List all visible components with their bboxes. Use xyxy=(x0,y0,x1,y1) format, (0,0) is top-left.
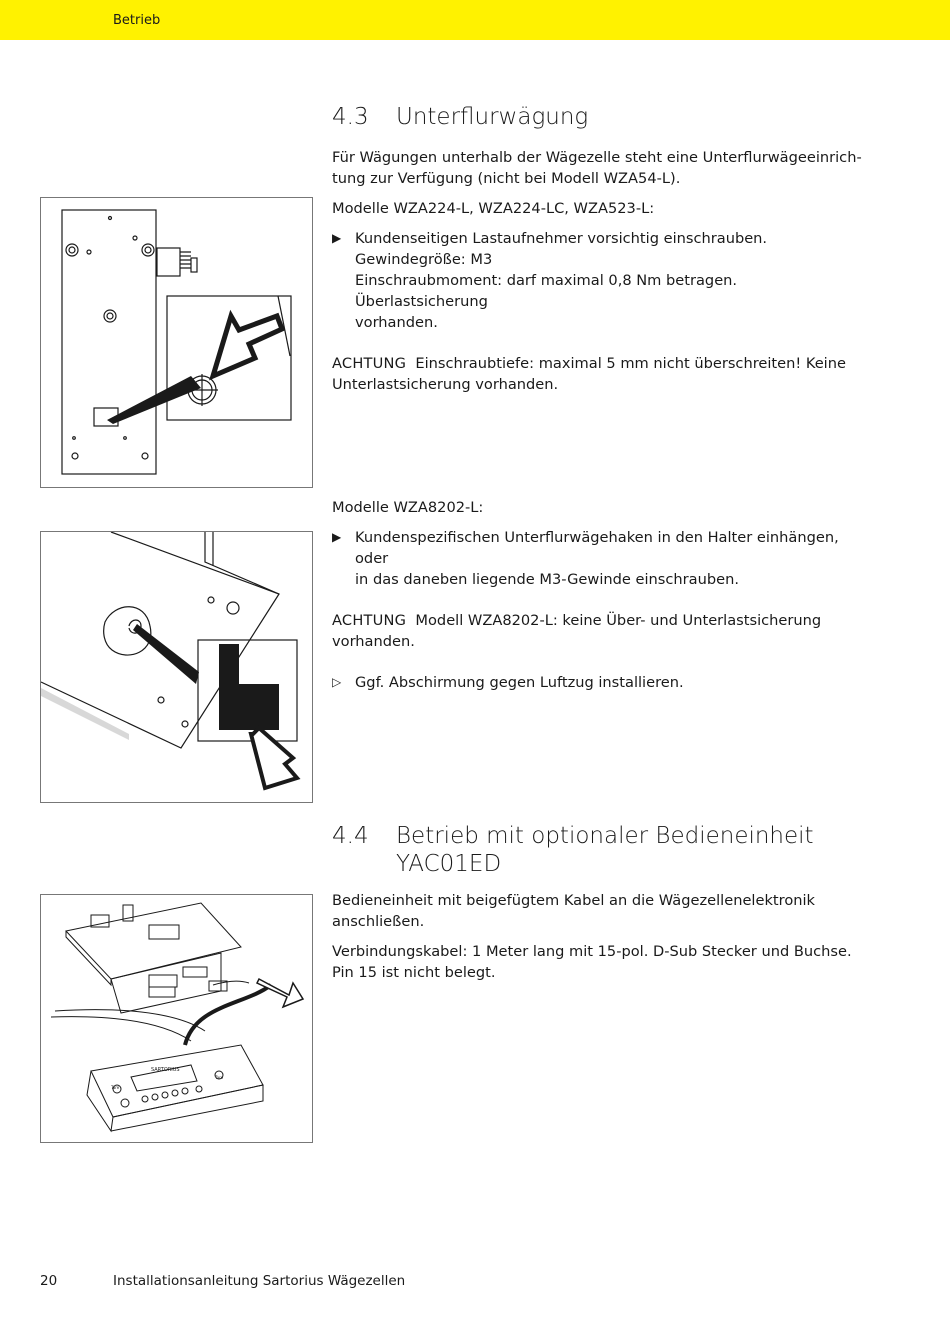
step-a-line-2: Gewindegröße: M3 xyxy=(355,251,493,268)
section-number: 4.3 xyxy=(332,104,369,130)
hook-holder-illustration xyxy=(41,532,312,802)
section-number: 4.4 xyxy=(332,823,369,849)
optional-step xyxy=(332,672,867,693)
filled-triangle-bullet-icon: ▶ xyxy=(332,231,342,245)
outline-triangle-bullet-icon: ▷ xyxy=(332,675,342,689)
loadcell-underside-illustration xyxy=(41,198,312,487)
brand-label: SARTORIUS xyxy=(151,1067,180,1073)
warning-b-line-2: vorhanden. xyxy=(332,633,415,650)
intro-paragraph xyxy=(332,147,867,189)
header-section-label: Betrieb xyxy=(113,13,161,28)
para1-line-1: Bedieneinheit mit beigefügtem Kabel an die Wägezellenelektronik xyxy=(332,892,816,909)
section-4-3-heading xyxy=(332,103,867,131)
intro-line-2: tung zur Verfügung (nicht bei Modell WZA54-L). xyxy=(332,170,681,187)
warning-label: ACHTUNG xyxy=(332,612,407,629)
section-title-line-1: Betrieb mit optionaler Bedieneinheit xyxy=(396,823,814,849)
step-a-line-1: Kundenseitigen Lastaufnehmer vorsichtig einschrauben. xyxy=(355,230,768,247)
para1-line-2: anschließen. xyxy=(332,913,425,930)
footer-doc-title: Installationsanleitung Sartorius Wägezellen xyxy=(113,1273,406,1289)
step-a xyxy=(332,228,867,333)
page-number: 20 xyxy=(40,1273,58,1289)
step-b-line-2: in das daneben liegende M3-Gewinde einschrauben. xyxy=(355,571,739,588)
models-a-label: Modelle WZA224-L, WZA224-LC, WZA523-L: xyxy=(332,200,655,217)
para-connect xyxy=(332,890,867,932)
warning-a-line-2: Unterlastsicherung vorhanden. xyxy=(332,376,559,393)
intro-line-1: Für Wägungen unterhalb der Wägezelle steht eine Unterflurwägeeinrich- xyxy=(332,149,862,166)
optional-step-text: Ggf. Abschirmung gegen Luftzug installieren. xyxy=(355,674,684,691)
warning-a-line-1: Einschraubtiefe: maximal 5 mm nicht überschreiten! Keine xyxy=(415,355,846,372)
models-b-label: Modelle WZA8202-L: xyxy=(332,499,484,516)
section-title-line-2: YAC01ED xyxy=(396,851,502,877)
section-title: Unterflurwägung xyxy=(396,104,589,130)
header-bar xyxy=(0,0,950,40)
para2-line-1: Verbindungskabel: 1 Meter lang mit 15-pol. D-Sub Stecker und Buchse. xyxy=(332,943,852,960)
tare-key-left-label: Tare xyxy=(111,1085,120,1090)
para2-line-2: Pin 15 ist nicht belegt. xyxy=(332,964,496,981)
section-4-3 xyxy=(332,103,867,395)
warning-a xyxy=(332,353,867,395)
step-a-line-3: Einschraubmoment: darf maximal 0,8 Nm betragen. Überlastsicherung xyxy=(355,272,738,310)
step-b xyxy=(332,527,867,590)
tare-key-right-label: Tare xyxy=(215,1075,224,1080)
warning-b-line-1: Modell WZA8202-L: keine Über- und Unterlastsicherung xyxy=(415,612,822,629)
section-4-4-heading xyxy=(332,822,867,878)
figure-loadcell-underside xyxy=(40,197,313,488)
para-cable xyxy=(332,941,867,983)
step-b-line-1: Kundenspezifischen Unterflurwägehaken in den Halter einhängen, oder xyxy=(355,529,839,567)
section-4-3-part-b xyxy=(332,497,867,693)
warning-label: ACHTUNG xyxy=(332,355,407,372)
figure-control-unit xyxy=(40,894,313,1143)
step-a-line-4: vorhanden. xyxy=(355,314,438,331)
figure-hook-holder xyxy=(40,531,313,803)
warning-b xyxy=(332,610,867,652)
control-unit-illustration xyxy=(41,895,312,1142)
section-4-4 xyxy=(332,822,867,983)
filled-triangle-bullet-icon: ▶ xyxy=(332,530,342,544)
